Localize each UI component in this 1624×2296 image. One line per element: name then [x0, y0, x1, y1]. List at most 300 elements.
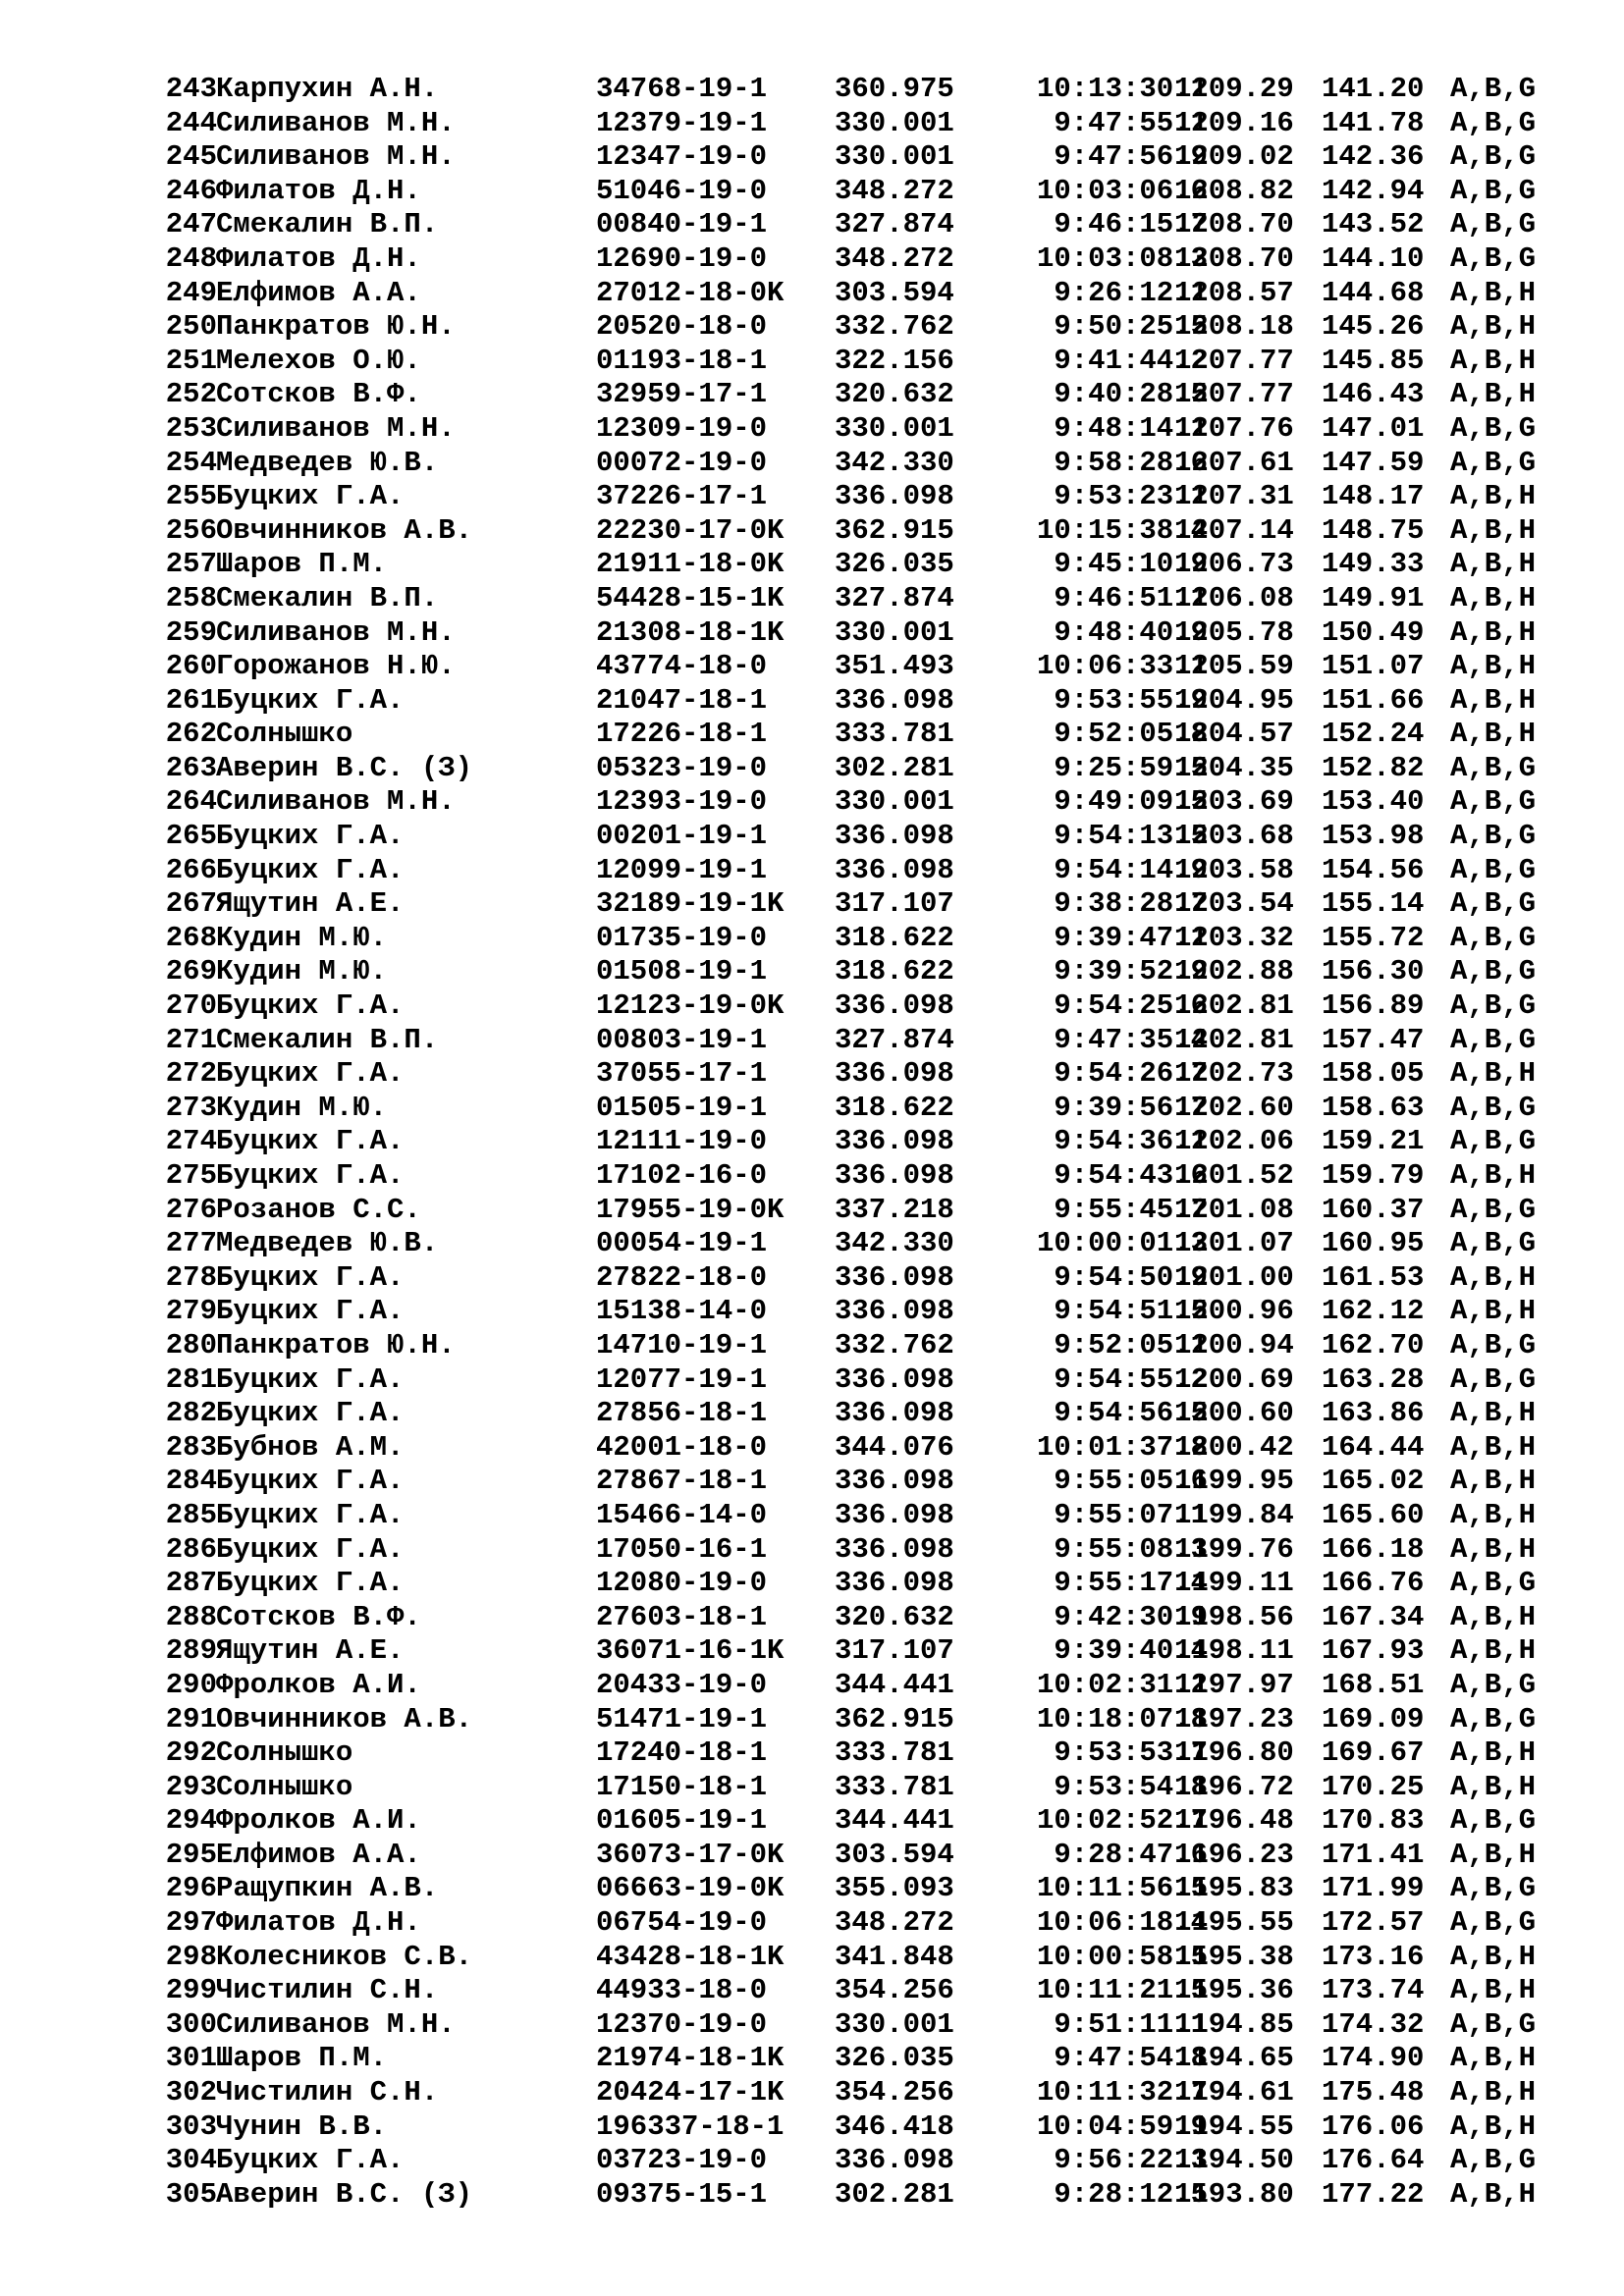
- place-cell: 297: [165, 1906, 217, 1940]
- place-cell: 257: [165, 548, 217, 581]
- note-cell: A,B,G: [1450, 785, 1537, 819]
- speed-cell: 1207.77: [1174, 378, 1294, 411]
- note-cell: A,B,H: [1450, 344, 1537, 377]
- coefficient-cell: 177.22: [1322, 2177, 1425, 2211]
- coefficient-cell: 166.76: [1322, 1567, 1425, 1600]
- speed-cell: 1203.32: [1174, 921, 1294, 954]
- ring-cell: 17955-19-0K: [596, 1193, 785, 1226]
- coefficient-cell: 172.57: [1322, 1906, 1425, 1940]
- speed-cell: 1201.08: [1174, 1193, 1294, 1226]
- note-cell: A,B,H: [1450, 581, 1537, 614]
- speed-cell: 1201.52: [1174, 1159, 1294, 1192]
- name-cell: Шаров П.М.: [216, 2042, 388, 2075]
- name-cell: Силиванов М.Н.: [216, 785, 456, 819]
- table-row: [0, 1941, 1624, 1975]
- distance-cell: 354.256: [835, 2076, 954, 2109]
- coefficient-cell: 173.16: [1322, 1940, 1425, 1973]
- place-cell: 296: [165, 1872, 217, 1905]
- coefficient-cell: 169.09: [1322, 1702, 1425, 1735]
- coefficient-cell: 152.24: [1322, 718, 1425, 751]
- table-row: [0, 616, 1624, 651]
- distance-cell: 332.762: [835, 310, 954, 344]
- distance-cell: 336.098: [835, 1125, 954, 1158]
- place-cell: 246: [165, 174, 217, 207]
- name-cell: Филатов Д.Н.: [216, 1906, 421, 1940]
- name-cell: Кудин М.Ю.: [216, 955, 388, 988]
- note-cell: A,B,H: [1450, 2042, 1537, 2075]
- ring-cell: 01605-19-1: [596, 1804, 768, 1838]
- name-cell: Розанов С.С.: [216, 1193, 421, 1226]
- coefficient-cell: 142.36: [1322, 140, 1425, 174]
- name-cell: Силиванов М.Н.: [216, 615, 456, 649]
- place-cell: 249: [165, 276, 217, 309]
- ring-cell: 12347-19-0: [596, 140, 768, 174]
- table-row: [0, 1363, 1624, 1398]
- table-row: [0, 412, 1624, 447]
- table-row: [0, 480, 1624, 514]
- note-cell: A,B,H: [1450, 1498, 1537, 1531]
- speed-cell: 1195.36: [1174, 1974, 1294, 2007]
- name-cell: Буцких Г.А.: [216, 1567, 405, 1600]
- time-cell: 9:54:14.9: [1054, 853, 1208, 886]
- name-cell: Смекалин В.П.: [216, 581, 439, 614]
- coefficient-cell: 151.66: [1322, 683, 1425, 717]
- distance-cell: 336.098: [835, 1295, 954, 1328]
- name-cell: Чистилин С.Н.: [216, 2076, 439, 2109]
- time-cell: 9:25:59.5: [1054, 751, 1208, 784]
- place-cell: 290: [165, 1668, 217, 1701]
- note-cell: A,B,G: [1450, 1091, 1537, 1124]
- name-cell: Буцких Г.А.: [216, 1260, 405, 1294]
- table-row: [0, 2110, 1624, 2145]
- distance-cell: 348.272: [835, 1906, 954, 1940]
- coefficient-cell: 146.43: [1322, 378, 1425, 411]
- time-cell: 9:42:30.9: [1054, 1600, 1208, 1633]
- time-cell: 9:39:47.1: [1054, 921, 1208, 954]
- coefficient-cell: 166.18: [1322, 1532, 1425, 1566]
- note-cell: A,B,H: [1450, 1532, 1537, 1566]
- note-cell: A,B,H: [1450, 2076, 1537, 2109]
- place-cell: 260: [165, 650, 217, 683]
- table-row: [0, 107, 1624, 141]
- table-row: [0, 684, 1624, 719]
- name-cell: Кудин М.Ю.: [216, 921, 388, 954]
- ring-cell: 20433-19-0: [596, 1668, 768, 1701]
- place-cell: 283: [165, 1430, 217, 1464]
- speed-cell: 1208.18: [1174, 310, 1294, 344]
- time-cell: 9:48:40.9: [1054, 615, 1208, 649]
- note-cell: A,B,G: [1450, 106, 1537, 139]
- speed-cell: 1195.55: [1174, 1906, 1294, 1940]
- time-cell: 9:54:36.1: [1054, 1125, 1208, 1158]
- place-cell: 298: [165, 1940, 217, 1973]
- place-cell: 273: [165, 1091, 217, 1124]
- coefficient-cell: 167.34: [1322, 1600, 1425, 1633]
- speed-cell: 1208.57: [1174, 276, 1294, 309]
- distance-cell: 342.330: [835, 1227, 954, 1260]
- ring-cell: 37226-17-1: [596, 480, 768, 513]
- coefficient-cell: 174.32: [1322, 2007, 1425, 2041]
- time-cell: 9:54:43.6: [1054, 1159, 1208, 1192]
- time-cell: 10:00:58.5: [1036, 1940, 1208, 1973]
- ring-cell: 27822-18-0: [596, 1260, 768, 1294]
- table-row: [0, 1125, 1624, 1159]
- distance-cell: 320.632: [835, 378, 954, 411]
- distance-cell: 318.622: [835, 1091, 954, 1124]
- time-cell: 9:54:51.5: [1054, 1295, 1208, 1328]
- time-cell: 9:55:45.7: [1054, 1193, 1208, 1226]
- coefficient-cell: 164.44: [1322, 1430, 1425, 1464]
- distance-cell: 333.781: [835, 1736, 954, 1770]
- coefficient-cell: 152.82: [1322, 751, 1425, 784]
- distance-cell: 326.035: [835, 548, 954, 581]
- coefficient-cell: 156.30: [1322, 955, 1425, 988]
- ring-cell: 37055-17-1: [596, 1057, 768, 1091]
- name-cell: Силиванов М.Н.: [216, 2007, 456, 2041]
- coefficient-cell: 153.98: [1322, 820, 1425, 853]
- time-cell: 9:46:51.1: [1054, 581, 1208, 614]
- table-row: [0, 1839, 1624, 1873]
- distance-cell: 344.441: [835, 1804, 954, 1838]
- time-cell: 10:06:33.1: [1036, 650, 1208, 683]
- ring-cell: 22230-17-0K: [596, 513, 785, 547]
- table-row: [0, 447, 1624, 481]
- place-cell: 267: [165, 887, 217, 921]
- note-cell: A,B,G: [1450, 820, 1537, 853]
- place-cell: 253: [165, 411, 217, 445]
- table-row: [0, 2042, 1624, 2076]
- coefficient-cell: 169.67: [1322, 1736, 1425, 1770]
- coefficient-cell: 145.85: [1322, 344, 1425, 377]
- note-cell: A,B,G: [1450, 955, 1537, 988]
- name-cell: Силиванов М.Н.: [216, 411, 456, 445]
- note-cell: A,B,H: [1450, 683, 1537, 717]
- table-row: [0, 650, 1624, 684]
- speed-cell: 1194.65: [1174, 2042, 1294, 2075]
- coefficient-cell: 154.56: [1322, 853, 1425, 886]
- coefficient-cell: 155.72: [1322, 921, 1425, 954]
- note-cell: A,B,G: [1450, 1668, 1537, 1701]
- table-row: [0, 1703, 1624, 1737]
- note-cell: A,B,G: [1450, 140, 1537, 174]
- time-cell: 9:53:54.8: [1054, 1770, 1208, 1803]
- name-cell: Панкратов Ю.Н.: [216, 310, 456, 344]
- speed-cell: 1204.35: [1174, 751, 1294, 784]
- coefficient-cell: 147.59: [1322, 446, 1425, 479]
- note-cell: A,B,H: [1450, 1974, 1537, 2007]
- note-cell: A,B,H: [1450, 1770, 1537, 1803]
- distance-cell: 336.098: [835, 1362, 954, 1396]
- time-cell: 9:55:08.3: [1054, 1532, 1208, 1566]
- distance-cell: 344.076: [835, 1430, 954, 1464]
- distance-cell: 336.098: [835, 989, 954, 1023]
- distance-cell: 336.098: [835, 853, 954, 886]
- coefficient-cell: 141.78: [1322, 106, 1425, 139]
- name-cell: Кудин М.Ю.: [216, 1091, 388, 1124]
- speed-cell: 1204.95: [1174, 683, 1294, 717]
- note-cell: A,B,H: [1450, 2177, 1537, 2211]
- time-cell: 9:58:28.6: [1054, 446, 1208, 479]
- note-cell: A,B,H: [1450, 650, 1537, 683]
- distance-cell: 318.622: [835, 921, 954, 954]
- ring-cell: 14710-19-1: [596, 1328, 768, 1362]
- coefficient-cell: 143.52: [1322, 208, 1425, 241]
- distance-cell: 336.098: [835, 1567, 954, 1600]
- distance-cell: 336.098: [835, 1159, 954, 1192]
- name-cell: Фролков А.И.: [216, 1668, 421, 1701]
- note-cell: A,B,G: [1450, 2007, 1537, 2041]
- ring-cell: 27867-18-1: [596, 1465, 768, 1498]
- distance-cell: 322.156: [835, 344, 954, 377]
- coefficient-cell: 142.94: [1322, 174, 1425, 207]
- place-cell: 269: [165, 955, 217, 988]
- speed-cell: 1199.84: [1174, 1498, 1294, 1531]
- coefficient-cell: 163.86: [1322, 1397, 1425, 1430]
- table-row: [0, 2178, 1624, 2213]
- table-row: [0, 514, 1624, 549]
- place-cell: 272: [165, 1057, 217, 1091]
- time-cell: 10:02:52.7: [1036, 1804, 1208, 1838]
- ring-cell: 12690-19-0: [596, 241, 768, 275]
- ring-cell: 21974-18-1K: [596, 2042, 785, 2075]
- name-cell: Филатов Д.Н.: [216, 174, 421, 207]
- ring-cell: 01193-18-1: [596, 344, 768, 377]
- time-cell: 9:39:56.7: [1054, 1091, 1208, 1124]
- place-cell: 264: [165, 785, 217, 819]
- note-cell: A,B,G: [1450, 751, 1537, 784]
- table-row: [0, 1567, 1624, 1601]
- note-cell: A,B,G: [1450, 1906, 1537, 1940]
- time-cell: 9:53:23.1: [1054, 480, 1208, 513]
- ring-cell: 21308-18-1K: [596, 615, 785, 649]
- table-row: [0, 1092, 1624, 1126]
- name-cell: Овчинников А.В.: [216, 1702, 473, 1735]
- speed-cell: 1205.59: [1174, 650, 1294, 683]
- coefficient-cell: 148.17: [1322, 480, 1425, 513]
- time-cell: 9:47:56.9: [1054, 140, 1208, 174]
- note-cell: A,B,G: [1450, 1567, 1537, 1600]
- distance-cell: 326.035: [835, 2042, 954, 2075]
- time-cell: 10:04:59.9: [1036, 2109, 1208, 2143]
- place-cell: 302: [165, 2076, 217, 2109]
- note-cell: A,B,G: [1450, 989, 1537, 1023]
- speed-cell: 1193.80: [1174, 2177, 1294, 2211]
- coefficient-cell: 156.89: [1322, 989, 1425, 1023]
- place-cell: 284: [165, 1465, 217, 1498]
- speed-cell: 1194.55: [1174, 2109, 1294, 2143]
- ring-cell: 34768-19-1: [596, 73, 768, 105]
- coefficient-cell: 149.33: [1322, 548, 1425, 581]
- place-cell: 261: [165, 683, 217, 717]
- name-cell: Солнышко: [216, 718, 353, 751]
- time-cell: 9:38:28.7: [1054, 887, 1208, 921]
- place-cell: 287: [165, 1567, 217, 1600]
- name-cell: Елфимов А.А.: [216, 1838, 421, 1871]
- speed-cell: 1209.16: [1174, 106, 1294, 139]
- place-cell: 254: [165, 446, 217, 479]
- speed-cell: 1208.70: [1174, 241, 1294, 275]
- place-cell: 276: [165, 1193, 217, 1226]
- place-cell: 292: [165, 1736, 217, 1770]
- ring-cell: 12370-19-0: [596, 2007, 768, 2041]
- distance-cell: 320.632: [835, 1600, 954, 1633]
- place-cell: 265: [165, 820, 217, 853]
- table-row: [0, 1736, 1624, 1771]
- ring-cell: 54428-15-1K: [596, 581, 785, 614]
- note-cell: A,B,H: [1450, 480, 1537, 513]
- coefficient-cell: 163.28: [1322, 1362, 1425, 1396]
- note-cell: A,B,G: [1450, 1125, 1537, 1158]
- distance-cell: 318.622: [835, 955, 954, 988]
- ring-cell: 36071-16-1K: [596, 1634, 785, 1668]
- distance-cell: 351.493: [835, 650, 954, 683]
- ring-cell: 17240-18-1: [596, 1736, 768, 1770]
- time-cell: 9:50:25.5: [1054, 310, 1208, 344]
- place-cell: 294: [165, 1804, 217, 1838]
- distance-cell: 330.001: [835, 615, 954, 649]
- place-cell: 299: [165, 1974, 217, 2007]
- name-cell: Силиванов М.Н.: [216, 140, 456, 174]
- ring-cell: 17102-16-0: [596, 1159, 768, 1192]
- name-cell: Буцких Г.А.: [216, 1057, 405, 1091]
- note-cell: A,B,G: [1450, 1804, 1537, 1838]
- coefficient-cell: 162.70: [1322, 1328, 1425, 1362]
- table-row: [0, 242, 1624, 277]
- time-cell: 9:49:09.5: [1054, 785, 1208, 819]
- speed-cell: 1196.23: [1174, 1838, 1294, 1871]
- note-cell: A,B,G: [1450, 241, 1537, 275]
- ring-cell: 06663-19-0K: [596, 1872, 785, 1905]
- place-cell: 252: [165, 378, 217, 411]
- name-cell: Горожанов Н.Ю.: [216, 650, 456, 683]
- speed-cell: 1201.00: [1174, 1260, 1294, 1294]
- time-cell: 10:03:06.6: [1036, 174, 1208, 207]
- table-row: [0, 548, 1624, 582]
- table-row: [0, 1771, 1624, 1805]
- time-cell: 9:54:50.9: [1054, 1260, 1208, 1294]
- note-cell: A,B,G: [1450, 921, 1537, 954]
- name-cell: Солнышко: [216, 1736, 353, 1770]
- place-cell: 279: [165, 1295, 217, 1328]
- place-cell: 259: [165, 615, 217, 649]
- name-cell: Овчинников А.В.: [216, 513, 473, 547]
- speed-cell: 1207.76: [1174, 411, 1294, 445]
- table-row: [0, 1261, 1624, 1296]
- ring-cell: 12309-19-0: [596, 411, 768, 445]
- note-cell: A,B,H: [1450, 1838, 1537, 1871]
- note-cell: A,B,H: [1450, 1057, 1537, 1091]
- note-cell: A,B,G: [1450, 1193, 1537, 1226]
- distance-cell: 336.098: [835, 2144, 954, 2177]
- ring-cell: 17150-18-1: [596, 1770, 768, 1803]
- coefficient-cell: 176.64: [1322, 2144, 1425, 2177]
- ring-cell: 01508-19-1: [596, 955, 768, 988]
- table-row: [0, 310, 1624, 345]
- note-cell: A,B,H: [1450, 615, 1537, 649]
- ring-cell: 27603-18-1: [596, 1600, 768, 1633]
- coefficient-cell: 175.48: [1322, 2076, 1425, 2109]
- note-cell: A,B,H: [1450, 1465, 1537, 1498]
- speed-cell: 1196.48: [1174, 1804, 1294, 1838]
- ring-cell: 36073-17-0K: [596, 1838, 785, 1871]
- speed-cell: 1208.70: [1174, 208, 1294, 241]
- note-cell: A,B,H: [1450, 1634, 1537, 1668]
- table-row: [0, 1533, 1624, 1568]
- place-cell: 258: [165, 581, 217, 614]
- ring-cell: 17226-18-1: [596, 718, 768, 751]
- ring-cell: 32959-17-1: [596, 378, 768, 411]
- distance-cell: 336.098: [835, 1498, 954, 1531]
- speed-cell: 1200.69: [1174, 1362, 1294, 1396]
- place-cell: 243: [165, 73, 217, 105]
- table-row: [0, 2076, 1624, 2110]
- coefficient-cell: 144.10: [1322, 241, 1425, 275]
- time-cell: 10:03:08.3: [1036, 241, 1208, 275]
- place-cell: 278: [165, 1260, 217, 1294]
- speed-cell: 1200.42: [1174, 1430, 1294, 1464]
- name-cell: Смекалин В.П.: [216, 1023, 439, 1056]
- table-row: [0, 140, 1624, 175]
- table-row: [0, 752, 1624, 786]
- speed-cell: 1194.50: [1174, 2144, 1294, 2177]
- place-cell: 270: [165, 989, 217, 1023]
- note-cell: A,B,H: [1450, 1397, 1537, 1430]
- distance-cell: 327.874: [835, 208, 954, 241]
- speed-cell: 1206.08: [1174, 581, 1294, 614]
- speed-cell: 1208.82: [1174, 174, 1294, 207]
- name-cell: Карпухин А.Н.: [216, 73, 439, 105]
- place-cell: 244: [165, 106, 217, 139]
- time-cell: 10:01:37.8: [1036, 1430, 1208, 1464]
- ring-cell: 12379-19-1: [596, 106, 768, 139]
- coefficient-cell: 171.99: [1322, 1872, 1425, 1905]
- table-row: [0, 1974, 1624, 2008]
- table-row: [0, 2144, 1624, 2178]
- ring-cell: 20520-18-0: [596, 310, 768, 344]
- place-cell: 286: [165, 1532, 217, 1566]
- place-cell: 256: [165, 513, 217, 547]
- speed-cell: 1200.94: [1174, 1328, 1294, 1362]
- place-cell: 305: [165, 2177, 217, 2211]
- coefficient-cell: 173.74: [1322, 1974, 1425, 2007]
- table-row: [0, 1397, 1624, 1431]
- time-cell: 9:45:10.9: [1054, 548, 1208, 581]
- name-cell: Ящутин А.Е.: [216, 1634, 405, 1668]
- table-row: [0, 887, 1624, 922]
- note-cell: A,B,G: [1450, 1227, 1537, 1260]
- name-cell: Силиванов М.Н.: [216, 106, 456, 139]
- time-cell: 9:54:25.6: [1054, 989, 1208, 1023]
- table-row: [0, 1227, 1624, 1261]
- note-cell: A,B,G: [1450, 174, 1537, 207]
- name-cell: Буцких Г.А.: [216, 683, 405, 717]
- place-cell: 274: [165, 1125, 217, 1158]
- coefficient-cell: 157.47: [1322, 1023, 1425, 1056]
- coefficient-cell: 160.37: [1322, 1193, 1425, 1226]
- note-cell: A,B,H: [1450, 1736, 1537, 1770]
- name-cell: Буцких Г.А.: [216, 1125, 405, 1158]
- note-cell: A,B,G: [1450, 1362, 1537, 1396]
- time-cell: 9:52:05.1: [1054, 1328, 1208, 1362]
- speed-cell: 1202.81: [1174, 1023, 1294, 1056]
- coefficient-cell: 171.41: [1322, 1838, 1425, 1871]
- table-row: [0, 1295, 1624, 1329]
- coefficient-cell: 170.25: [1322, 1770, 1425, 1803]
- note-cell: A,B,H: [1450, 1430, 1537, 1464]
- ring-cell: 51471-19-1: [596, 1702, 768, 1735]
- distance-cell: 360.975: [835, 73, 954, 105]
- distance-cell: 341.848: [835, 1940, 954, 1973]
